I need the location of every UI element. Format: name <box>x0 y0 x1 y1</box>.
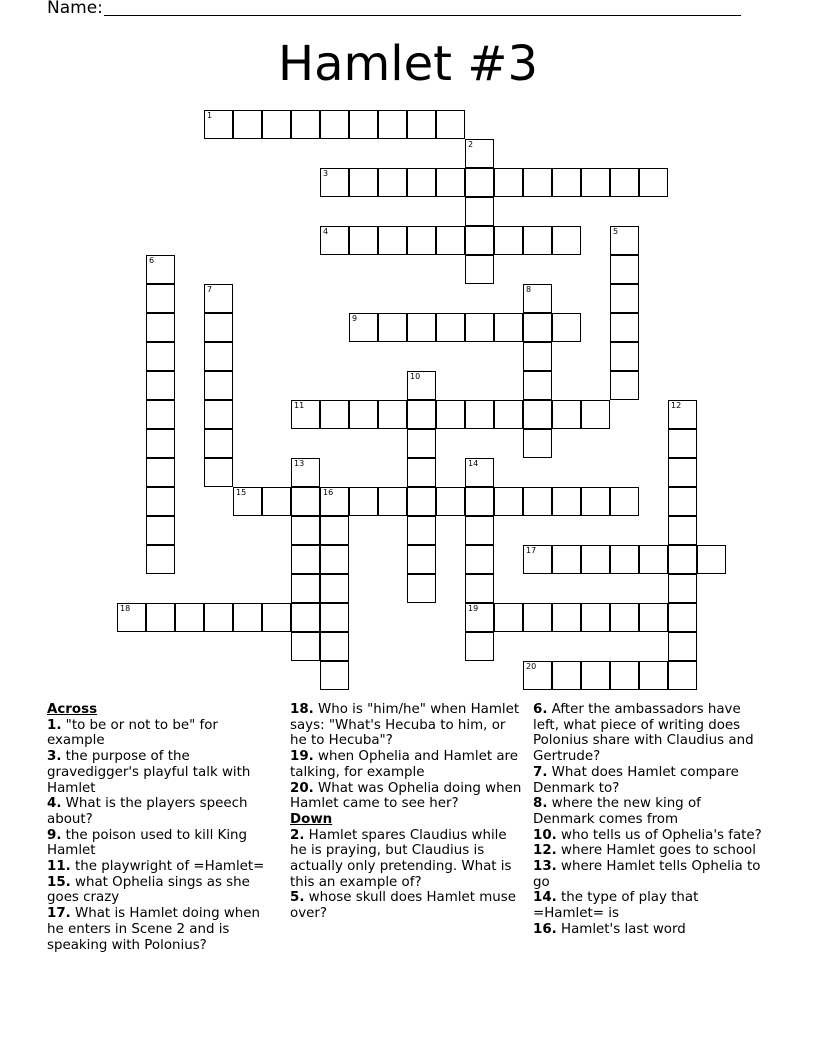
clue-number: 7 <box>207 285 213 294</box>
grid-cell[interactable] <box>610 545 639 574</box>
grid-cell[interactable] <box>407 545 436 574</box>
clue-item-number: 7. <box>533 764 548 780</box>
clue-item-number: 15. <box>47 874 71 890</box>
clue-number: 20 <box>526 662 537 671</box>
grid-cell[interactable] <box>320 226 349 255</box>
clue-item <box>533 843 765 859</box>
clue-item-number: 20. <box>290 780 314 796</box>
clue-number: 8 <box>526 285 532 294</box>
grid-cell[interactable] <box>465 603 494 632</box>
clue-column-1 <box>47 702 279 953</box>
grid-cell[interactable] <box>349 226 378 255</box>
grid-cell[interactable] <box>465 139 494 168</box>
grid-cell[interactable] <box>465 313 494 342</box>
clue-number: 5 <box>613 227 619 236</box>
grid-cell[interactable] <box>233 110 262 139</box>
grid-cell[interactable] <box>610 371 639 400</box>
grid-cell[interactable] <box>639 661 668 690</box>
grid-cell[interactable] <box>407 400 436 429</box>
clue-item-text: What is the players speech about? <box>47 796 248 827</box>
grid-cell[interactable] <box>146 371 175 400</box>
grid-cell[interactable] <box>552 487 581 516</box>
clue-item-text: What does Hamlet compare Denmark to? <box>533 764 739 796</box>
grid-cell[interactable] <box>552 603 581 632</box>
grid-cell[interactable] <box>378 226 407 255</box>
grid-cell[interactable] <box>494 487 523 516</box>
grid-cell[interactable] <box>610 255 639 284</box>
grid-cell[interactable] <box>320 545 349 574</box>
grid-cell[interactable] <box>697 545 726 574</box>
grid-cell[interactable] <box>320 603 349 632</box>
grid-cell[interactable] <box>668 574 697 603</box>
grid-cell[interactable] <box>523 429 552 458</box>
clue-item-number: 18. <box>290 702 314 717</box>
grid-cell[interactable] <box>581 400 610 429</box>
grid-cell[interactable] <box>262 603 291 632</box>
grid-cell[interactable] <box>465 400 494 429</box>
grid-cell[interactable] <box>349 400 378 429</box>
grid-cell[interactable] <box>465 458 494 487</box>
clue-number: 6 <box>149 256 155 265</box>
grid-cell[interactable] <box>465 632 494 661</box>
clue-item-number: 4. <box>47 796 62 812</box>
across-clues-list <box>47 718 279 954</box>
grid-cell[interactable] <box>668 458 697 487</box>
grid-cell[interactable] <box>465 226 494 255</box>
grid-cell[interactable] <box>523 603 552 632</box>
grid-cell[interactable] <box>233 487 262 516</box>
grid-cell[interactable] <box>436 110 465 139</box>
clue-item-text: when Ophelia and Hamlet are talking, for example <box>290 749 518 780</box>
grid-cell[interactable] <box>407 458 436 487</box>
clue-item <box>533 890 765 921</box>
grid-cell[interactable] <box>668 400 697 429</box>
clue-item-text: whose skull does Hamlet muse over? <box>290 890 516 922</box>
clue-item-number: 17. <box>47 906 71 922</box>
grid-cell[interactable] <box>668 429 697 458</box>
clue-number: 12 <box>671 401 682 410</box>
clue-item-text: the purpose of the gravedigger's playful talk with Hamlet <box>47 749 251 796</box>
grid-cell[interactable] <box>146 255 175 284</box>
down-clues-list-continued <box>533 702 765 938</box>
grid-cell[interactable] <box>494 603 523 632</box>
grid-cell[interactable] <box>291 545 320 574</box>
clue-item-text: where Hamlet tells Ophelia to go <box>533 859 761 890</box>
clue-item-text: the poison used to kill King Hamlet <box>47 827 248 859</box>
clue-item-text: Hamlet spares Claudius while he is praying, but Claudius is actually only pretending. What is this an example of? <box>290 827 512 890</box>
grid-cell[interactable] <box>407 516 436 545</box>
grid-cell[interactable] <box>146 400 175 429</box>
clue-item-text: What is Hamlet doing when he enters in Scene 2 and is speaking with Polonius? <box>47 906 260 953</box>
grid-cell[interactable] <box>639 168 668 197</box>
clue-item <box>290 890 522 921</box>
grid-cell[interactable] <box>320 574 349 603</box>
clue-item-number: 3. <box>47 749 62 765</box>
grid-cell[interactable] <box>523 545 552 574</box>
grid-cell[interactable] <box>204 313 233 342</box>
grid-cell[interactable] <box>233 603 262 632</box>
grid-cell[interactable] <box>465 255 494 284</box>
grid-cell[interactable] <box>668 487 697 516</box>
clue-number: 2 <box>468 140 474 149</box>
clue-item-text: the type of play that =Hamlet= is <box>533 890 699 922</box>
grid-cell[interactable] <box>581 603 610 632</box>
clue-item <box>290 781 522 812</box>
grid-cell[interactable] <box>349 313 378 342</box>
grid-cell[interactable] <box>407 110 436 139</box>
grid-cell[interactable] <box>291 632 320 661</box>
clue-item <box>533 859 765 890</box>
grid-cell[interactable] <box>668 545 697 574</box>
grid-cell[interactable] <box>378 400 407 429</box>
grid-cell[interactable] <box>523 284 552 313</box>
grid-cell[interactable] <box>291 516 320 545</box>
clue-item <box>533 922 765 938</box>
clue-item <box>290 702 522 749</box>
clue-number: 1 <box>207 111 213 120</box>
grid-cell[interactable] <box>494 226 523 255</box>
grid-cell[interactable] <box>291 574 320 603</box>
clue-number: 10 <box>410 372 421 381</box>
grid-cell[interactable] <box>349 168 378 197</box>
grid-cell[interactable] <box>610 313 639 342</box>
grid-cell[interactable] <box>204 400 233 429</box>
clue-item <box>533 796 765 827</box>
grid-cell[interactable] <box>291 487 320 516</box>
clue-item-text: where Hamlet goes to school <box>561 843 756 859</box>
grid-cell[interactable] <box>320 632 349 661</box>
name-line[interactable] <box>104 15 741 16</box>
down-heading: Down <box>290 811 333 827</box>
grid-cell[interactable] <box>465 197 494 226</box>
clue-item-number: 13. <box>533 859 557 875</box>
clue-number: 3 <box>323 169 329 178</box>
grid-cell[interactable] <box>407 226 436 255</box>
grid-cell[interactable] <box>320 168 349 197</box>
grid-cell[interactable] <box>668 661 697 690</box>
clue-number: 11 <box>294 401 305 410</box>
grid-cell[interactable] <box>320 516 349 545</box>
clue-item <box>533 765 765 796</box>
grid-cell[interactable] <box>349 110 378 139</box>
clue-column-2 <box>290 702 522 922</box>
grid-cell[interactable] <box>523 661 552 690</box>
clue-number: 18 <box>120 604 131 613</box>
clue-item-text: who tells us of Ophelia's fate? <box>561 827 762 843</box>
grid-cell[interactable] <box>610 284 639 313</box>
grid-cell[interactable] <box>610 487 639 516</box>
grid-cell[interactable] <box>639 603 668 632</box>
grid-cell[interactable] <box>465 516 494 545</box>
grid-cell[interactable] <box>320 110 349 139</box>
down-clues-list <box>290 828 522 922</box>
grid-cell[interactable] <box>146 342 175 371</box>
grid-cell[interactable] <box>552 545 581 574</box>
grid-cell[interactable] <box>552 168 581 197</box>
clue-item-number: 2. <box>290 827 305 843</box>
grid-cell[interactable] <box>465 168 494 197</box>
grid-cell[interactable] <box>436 168 465 197</box>
clue-item-number: 8. <box>533 796 548 812</box>
grid-cell[interactable] <box>436 226 465 255</box>
clue-number: 13 <box>294 459 305 468</box>
clue-item <box>47 875 279 906</box>
grid-cell[interactable] <box>465 545 494 574</box>
clue-item-text: Who is "him/he" when Hamlet says: "What's Hecuba to him, or he to Hecuba"? <box>290 702 520 749</box>
grid-cell[interactable] <box>146 429 175 458</box>
grid-cell[interactable] <box>349 487 378 516</box>
grid-cell[interactable] <box>117 603 146 632</box>
clue-item <box>290 749 522 780</box>
grid-cell[interactable] <box>668 516 697 545</box>
grid-cell[interactable] <box>262 487 291 516</box>
grid-cell[interactable] <box>291 400 320 429</box>
clue-item-number: 12. <box>533 843 557 859</box>
grid-cell[interactable] <box>581 545 610 574</box>
grid-cell[interactable] <box>465 487 494 516</box>
grid-cell[interactable] <box>291 603 320 632</box>
grid-cell[interactable] <box>523 371 552 400</box>
clue-number: 9 <box>352 314 358 323</box>
clue-number: 19 <box>468 604 479 613</box>
grid-cell[interactable] <box>523 226 552 255</box>
clue-item-text: what Ophelia sings as she goes crazy <box>47 874 250 906</box>
clue-item-number: 16. <box>533 921 557 937</box>
clue-item-number: 14. <box>533 890 557 906</box>
clue-item <box>47 749 279 796</box>
grid-cell[interactable] <box>204 429 233 458</box>
grid-cell[interactable] <box>610 661 639 690</box>
grid-cell[interactable] <box>552 661 581 690</box>
grid-cell[interactable] <box>146 284 175 313</box>
clue-item-number: 11. <box>47 859 71 875</box>
grid-cell[interactable] <box>146 458 175 487</box>
clue-item-number: 5. <box>290 890 305 906</box>
clue-item <box>533 702 765 765</box>
grid-cell[interactable] <box>639 545 668 574</box>
grid-cell[interactable] <box>407 168 436 197</box>
grid-cell[interactable] <box>204 371 233 400</box>
grid-cell[interactable] <box>407 487 436 516</box>
clue-item <box>533 828 765 844</box>
grid-cell[interactable] <box>204 603 233 632</box>
clue-item-text: After the ambassadors have left, what piece of writing does Polonius share with Claudius and Gertrude? <box>533 702 754 765</box>
grid-cell[interactable] <box>204 458 233 487</box>
clue-item-text: What was Ophelia doing when Hamlet came to see her? <box>290 780 522 812</box>
grid-cell[interactable] <box>204 110 233 139</box>
clue-item-text: the playwright of =Hamlet= <box>75 859 265 875</box>
grid-cell[interactable] <box>320 400 349 429</box>
grid-cell[interactable] <box>146 487 175 516</box>
clue-item-number: 1. <box>47 717 62 733</box>
across-clues-list-continued <box>290 702 522 812</box>
grid-cell[interactable] <box>523 342 552 371</box>
grid-cell[interactable] <box>552 313 581 342</box>
grid-cell[interactable] <box>204 284 233 313</box>
grid-cell[interactable] <box>581 661 610 690</box>
grid-cell[interactable] <box>146 603 175 632</box>
grid-cell[interactable] <box>581 487 610 516</box>
grid-cell[interactable] <box>204 342 233 371</box>
grid-cell[interactable] <box>668 603 697 632</box>
grid-cell[interactable] <box>436 313 465 342</box>
clue-item <box>290 828 522 891</box>
grid-cell[interactable] <box>494 168 523 197</box>
clue-item <box>47 718 279 749</box>
across-heading: Across <box>47 702 98 717</box>
grid-cell[interactable] <box>581 168 610 197</box>
page-title: Hamlet #3 <box>278 36 538 92</box>
grid-cell[interactable] <box>465 574 494 603</box>
grid-cell[interactable] <box>494 400 523 429</box>
clue-number: 4 <box>323 227 329 236</box>
clue-item <box>47 906 279 953</box>
grid-cell[interactable] <box>146 545 175 574</box>
clue-number: 15 <box>236 488 247 497</box>
clue-column-3 <box>533 702 765 938</box>
grid-cell[interactable] <box>291 110 320 139</box>
grid-cell[interactable] <box>610 168 639 197</box>
clue-item-number: 6. <box>533 702 548 717</box>
grid-cell[interactable] <box>378 487 407 516</box>
grid-cell[interactable] <box>523 400 552 429</box>
grid-cell[interactable] <box>407 313 436 342</box>
clue-item-text: where the new king of Denmark comes from <box>533 796 701 827</box>
clue-item <box>47 796 279 827</box>
clue-number: 16 <box>323 488 334 497</box>
grid-cell[interactable] <box>668 632 697 661</box>
grid-cell[interactable] <box>320 661 349 690</box>
clue-item-number: 10. <box>533 827 557 843</box>
grid-cell[interactable] <box>291 458 320 487</box>
grid-cell[interactable] <box>494 313 523 342</box>
grid-cell[interactable] <box>378 168 407 197</box>
grid-cell[interactable] <box>407 574 436 603</box>
grid-cell[interactable] <box>378 110 407 139</box>
clue-number: 14 <box>468 459 479 468</box>
grid-cell[interactable] <box>610 603 639 632</box>
grid-cell[interactable] <box>552 400 581 429</box>
clue-item-number: 19. <box>290 749 314 765</box>
grid-cell[interactable] <box>436 487 465 516</box>
clue-number: 17 <box>526 546 537 555</box>
grid-cell[interactable] <box>146 516 175 545</box>
grid-cell[interactable] <box>523 168 552 197</box>
grid-cell[interactable] <box>523 313 552 342</box>
clue-item-number: 9. <box>47 827 62 843</box>
grid-cell[interactable] <box>523 487 552 516</box>
grid-cell[interactable] <box>320 487 349 516</box>
grid-cell[interactable] <box>407 371 436 400</box>
grid-cell[interactable] <box>610 342 639 371</box>
grid-cell[interactable] <box>610 226 639 255</box>
grid-cell[interactable] <box>175 603 204 632</box>
clue-item-text: "to be or not to be" for example <box>47 717 218 749</box>
clue-item-text: Hamlet's last word <box>561 921 686 937</box>
clue-item <box>47 859 279 875</box>
name-label: Name: <box>47 0 103 18</box>
clue-item <box>47 828 279 859</box>
grid-cell[interactable] <box>378 313 407 342</box>
grid-cell[interactable] <box>262 110 291 139</box>
grid-cell[interactable] <box>146 313 175 342</box>
grid-cell[interactable] <box>407 429 436 458</box>
grid-cell[interactable] <box>436 400 465 429</box>
grid-cell[interactable] <box>552 226 581 255</box>
